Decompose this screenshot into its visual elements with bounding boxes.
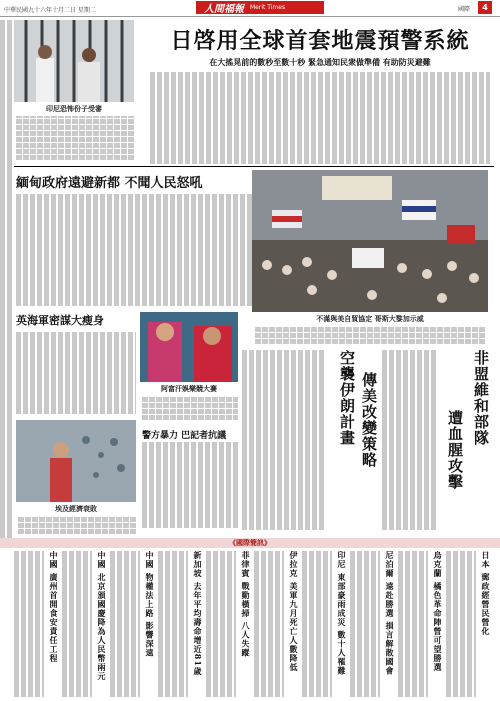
afghan-photo-caption: 阿富汗娛樂競大賽 — [161, 385, 217, 393]
brief-item: 中國 北京頒國慶降為人民幣兩元 — [62, 551, 108, 697]
briefs-bar — [0, 538, 500, 548]
protest-crowd-graphic — [252, 170, 488, 312]
brief-item: 新加坡 去年平均壽命增近81歲 — [158, 551, 204, 697]
police-headline: 警方暴力 巴記者抗議 — [142, 431, 227, 441]
brief-item: 烏克蘭 橘色革命陣營可望勝選 — [398, 551, 444, 697]
main-story-body — [150, 72, 490, 164]
protest-photo-caption: 不滿與美自貿協定 哥斯大黎加示威 — [316, 315, 424, 323]
child-scene-graphic — [16, 420, 136, 502]
afghan-caption-text — [142, 396, 238, 420]
navy-story-body — [16, 332, 136, 414]
issue-date: 中華民國九十六年十月二日 星期二 — [4, 7, 96, 14]
police-story-body — [142, 442, 238, 528]
main-headline: 日啓用全球首套地震預警系統 — [170, 28, 470, 54]
divider — [14, 166, 494, 167]
main-subhead: 在大搖晃前的數秒至數十秒 緊急通知民衆做準備 有助防災避難 — [209, 58, 431, 67]
page-number: 4 — [478, 1, 492, 14]
prison-caption-text — [16, 116, 134, 160]
prison-photo — [14, 20, 134, 102]
brief-item: 中國 物權法上路 影響深遠 — [110, 551, 156, 697]
prison-photo-caption: 印尼恐怖份子受審 — [46, 105, 102, 113]
protest-caption-text — [255, 326, 485, 344]
iran-story-body — [242, 350, 326, 530]
section-name: 國際 — [458, 6, 471, 13]
burma-story-body — [16, 194, 252, 306]
navy-headline: 英海軍密謀大瘦身 — [16, 314, 104, 327]
iran-headline — [330, 350, 358, 530]
brief-item: 伊拉克 美軍九月死亡人數降低 — [254, 551, 300, 697]
masthead — [196, 1, 324, 14]
child-caption-text — [18, 516, 136, 534]
brief-item: 菲律賓 戰勤橫掃 八人失蹤 — [206, 551, 252, 697]
au-headline-line2: 遭血腥攻擊 — [446, 410, 464, 490]
briefs-label: 《國際簡訊》 — [229, 539, 271, 547]
child-photo — [16, 420, 136, 502]
afghan-scene-graphic — [140, 312, 238, 382]
brief-item: 日本 郵政經營民營化 — [446, 551, 492, 697]
iran-headline-line2: 傳美改變策略 — [360, 372, 378, 468]
masthead-title: 人間福報 — [204, 4, 244, 15]
afghan-photo — [140, 312, 238, 382]
burma-headline: 緬甸政府遠避新都 不聞人民怒吼 — [16, 176, 203, 191]
masthead-english: Merit Times — [250, 4, 286, 11]
prison-scene-graphic — [14, 20, 134, 102]
iran-headline-line1: 空襲伊朗計畫 — [338, 350, 356, 446]
au-headline-line1: 非盟維和部隊 — [472, 350, 490, 446]
page-header — [0, 0, 500, 17]
iran-story-body-right — [382, 350, 438, 530]
child-photo-caption: 埃及經濟衰敗 — [55, 505, 97, 513]
protest-photo — [252, 170, 488, 312]
brief-item: 尼泊爾 遠赴勝選 損言解散國會 — [350, 551, 396, 697]
brief-item: 中國 廣州首開食安責任工程 — [14, 551, 60, 697]
briefs-list — [6, 551, 496, 697]
brief-item: 印尼 東部豪雨成災 數十人罹難 — [302, 551, 348, 697]
left-edge-text — [0, 20, 12, 540]
